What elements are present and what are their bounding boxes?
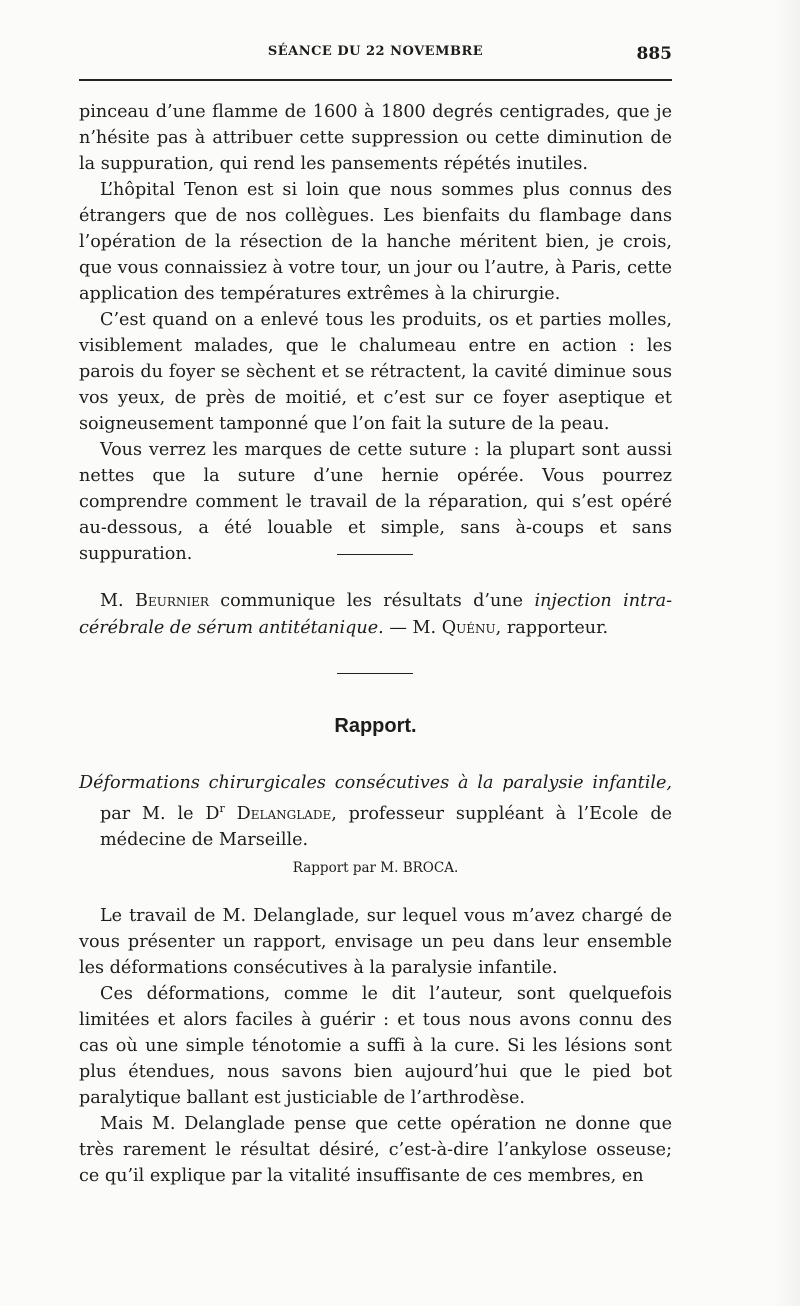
paragraph: Vous verrez les marques de cette suture : la plupart sont aussi nettes que la suture d’une hernie opérée. Vous pourrez comprendre comment le travail de la réparation, qui s’est opéré au-dessous, a été louable et simple, sans à-coups et sans suppuration. — [79, 440, 672, 564]
subject-sup: r — [219, 802, 225, 815]
paragraph: Ces déformations, comme le dit l’auteur, sont quelquefois limitées et alors faciles à guérir : et tous nous avons connu des cas où une simple ténotomie a suffi à la cure. Si les lésions sont plus étendues, nous savons bien aujourd’hui que le pied bot paralytique ballant est justiciable de l’arthrodèse. — [79, 984, 672, 1108]
book-page — [79, 0, 672, 1306]
paragraph: L’hôpital Tenon est si loin que nous sommes plus connus des étrangers que de nos collègues. Les bienfaits du flambage dans l’opération de la résection de la hanche méritent bien, je crois, que vous connaissiez à votre tour, un jour ou l’autre, à Paris, cette application des températures extrêmes à la chirurgie. — [79, 180, 672, 304]
page-edge-shadow — [774, 0, 800, 1306]
text-block-bottom — [79, 903, 672, 1189]
announce-title: injection intra-cérébrale de sérum antitétanique. — [79, 591, 673, 638]
subject-rest: , professeur suppléant à l’Ecole de médecine de Marseille. — [100, 803, 673, 850]
communication-announcement — [79, 588, 672, 642]
paragraph: C’est quand on a enlevé tous les produits, os et parties molles, visiblement malades, que le chalumeau entre en action : les parois du foyer se sèchent et se rétractent, la cavité diminue sous vos yeux, de près de moitié, et c’est sur ce foyer aseptique et soigneusement tamponné que l’on fait la suture de la peau. — [79, 310, 672, 434]
section-separator — [337, 673, 413, 674]
header-title: SÉANCE DU 22 NOVEMBRE — [267, 44, 484, 59]
section-separator — [337, 554, 413, 555]
subject-by: par M. le D — [100, 803, 220, 824]
subject-author: Delanglade — [236, 803, 332, 824]
text-block-top — [79, 99, 672, 567]
announce-reporter: Quénu — [441, 618, 496, 638]
announce-dash: — M. — [389, 618, 437, 638]
paragraph: pinceau d’une flamme de 1600 à 1800 degrés centigrades, que je n’hésite pas à attribuer cette suppression ou cette diminution de la suppuration, qui rend les pansements répétés inutiles. — [79, 102, 672, 174]
header-rule — [79, 79, 672, 81]
rapporteur-line: Rapport par M. BROCA. — [292, 860, 459, 876]
announce-text: communique les résultats d’une — [220, 591, 524, 611]
page-number: 885 — [636, 44, 672, 64]
announce-end: , rapporteur. — [495, 618, 609, 638]
running-header — [79, 44, 672, 72]
report-subject — [79, 770, 672, 853]
paragraph: Le travail de M. Delanglade, sur lequel vous m’avez chargé de vous présenter un rapport, envisage un peu dans leur ensemble les déformations consécutives à la paralysie infantile. — [79, 906, 672, 978]
announce-m: M. — [100, 591, 124, 611]
announce-author: Beurnier — [135, 591, 209, 611]
paragraph: Mais M. Delanglade pense que cette opération ne donne que très rarement le résultat désiré, c’est-à-dire l’ankylose osseuse; ce qu’il explique par la vitalité insuffisante de ces membres, en — [79, 1114, 672, 1186]
section-title: Rapport. — [334, 715, 417, 737]
subject-title: Déformations chirurgicales consécutives à la paralysie infantile, — [79, 773, 672, 793]
